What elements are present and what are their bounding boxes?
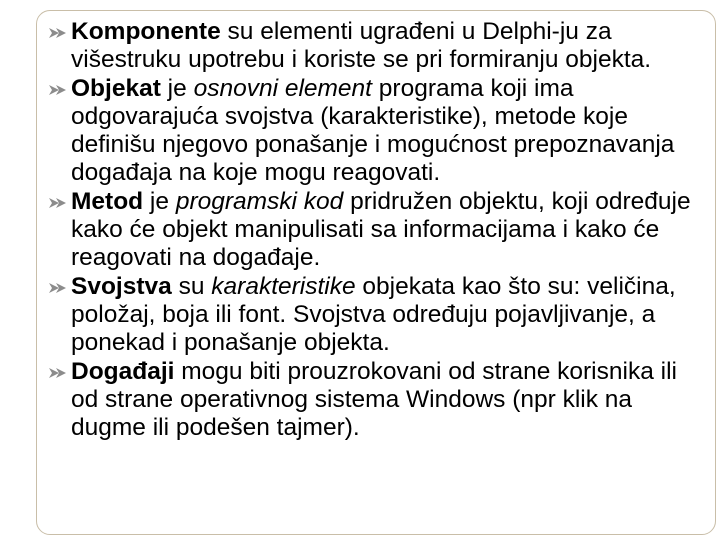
arrow-bullet-icon [48, 26, 70, 40]
bullet-text: mogu biti prouzrokovani od strane korisnika ili od strane operativnog sistema Windows (npr klik na dugme ili podešen tajmer). [71, 357, 677, 442]
bullet-emphasis: osnovni element [193, 74, 372, 102]
bullet-text-post: objekata kao što su: veličina, položaj, boja ili font. Svojstva određuju pojavljivanje, a ponekad i ponašanje objekta. [71, 272, 676, 357]
term-svojstva: Svojstva [71, 272, 172, 300]
bullet-emphasis: programski kod [175, 187, 344, 215]
term-objekat: Objekat [71, 74, 161, 102]
term-metod: Metod [71, 187, 144, 215]
bullet-text-pre: je [143, 187, 176, 215]
arrow-bullet-icon [48, 83, 70, 97]
bullet-list [48, 18, 708, 442]
arrow-bullet-icon [48, 196, 70, 210]
term-komponente: Komponente [71, 18, 221, 45]
bullet-emphasis: karakteristike [211, 272, 356, 300]
bullet-text-pre: je [160, 74, 194, 102]
bullet-text-pre: su [171, 272, 212, 300]
bullet-text-post: programa koji ima odgovarajuća svojstva (karakteristike), metode koje definišu njegovo ponašanje i mogućnost prepoznavanja događaja na koje mogu reagovati. [71, 74, 675, 187]
arrow-bullet-icon [48, 366, 70, 380]
arrow-bullet-icon [48, 281, 70, 295]
bullet-text: su elementi ugrađeni u Delphi-ju za višestruku upotrebu i koriste se pri formiranju objekta. [71, 18, 652, 74]
bullet-item-svojstva [48, 273, 708, 358]
bullet-item-objekat [48, 75, 708, 188]
bullet-item-dogadjaji [48, 358, 708, 443]
bullet-item-komponente [48, 18, 708, 75]
bullet-item-metod [48, 188, 708, 273]
bullet-text-post: pridružen objektu, koji određuje kako će objekt manipulisati sa informacijama i kako će reagovati na događaje. [71, 187, 691, 272]
term-dogadjaji: Događaji [71, 357, 175, 385]
